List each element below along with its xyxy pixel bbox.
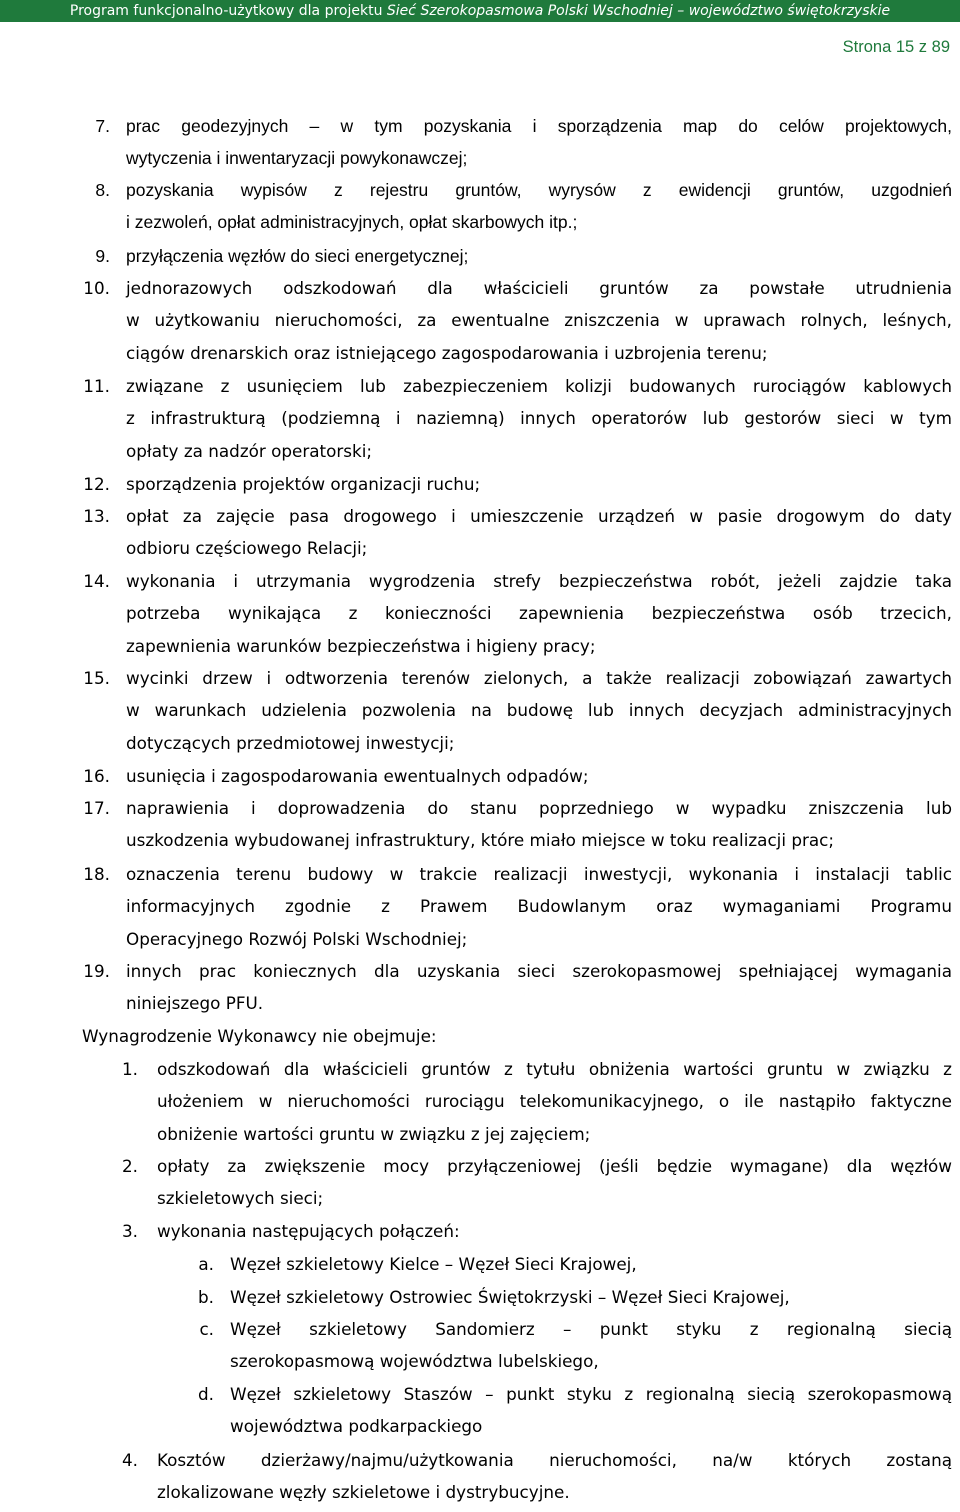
list-item-line: z infrastrukturą (podziemną i naziemną) innych operatorów lub gestorów sieci w tym	[126, 408, 952, 429]
list-item-line: zlokalizowane węzły szkieletowe i dystrybucyjne.	[157, 1482, 570, 1503]
list-item-line: odszkodowań dla właścicieli gruntów z tytułu obniżenia wartości gruntu w związku z	[157, 1059, 952, 1079]
list-item-line: innych prac koniecznych dla uzyskania sieci szerokopasmowej spełniającej wymagania	[126, 961, 952, 981]
list-number: 16.	[83, 766, 110, 786]
list-number: 13.	[83, 506, 110, 526]
list-number: a.	[198, 1254, 214, 1274]
list-item-line: przyłączenia węzłów do sieci energetycznej;	[126, 246, 469, 266]
list-item-line: uszkodzenia wybudowanej infrastruktury, które miało miejsce w toku realizacji prac;	[126, 830, 835, 851]
list-item-line: naprawienia i doprowadzenia do stanu poprzedniego w wypadku zniszczenia lub	[126, 798, 952, 818]
list-item-line: sporządzenia projektów organizacji ruchu;	[126, 474, 481, 494]
list-item-line: pozyskania wypisów z rejestru gruntów, wyrysów z ewidencji gruntów, uzgodnień	[126, 180, 952, 200]
list-item-line: i zezwoleń, opłat administracyjnych, opłat skarbowych itp.;	[126, 212, 578, 233]
list-number: 18.	[83, 864, 110, 884]
list-item-line: Węzeł szkieletowy Staszów – punkt styku z regionalną siecią szerokopasmową	[230, 1384, 952, 1404]
list-item-line: oznaczenia terenu budowy w trakcie realizacji inwestycji, wykonania i instalacji tablic	[126, 864, 952, 884]
list-item-line: wykonania następujących połączeń:	[157, 1221, 460, 1241]
list-item-line: związane z usunięciem lub zabezpieczeniem kolizji budowanych rurociągów kablowych	[126, 376, 952, 396]
list-number: 11.	[83, 376, 110, 396]
list-item-line: szerokopasmową województwa lubelskiego,	[230, 1351, 599, 1372]
exclusions-heading: Wynagrodzenie Wykonawcy nie obejmuje:	[82, 1026, 437, 1046]
header-prefix: Program funkcjonalno-użytkowy dla projektu	[69, 3, 387, 19]
list-item-line: wycinki drzew i odtworzenia terenów zielonych, a także realizacji zobowiązań zawartych	[126, 668, 952, 688]
list-number: 14.	[83, 571, 110, 591]
header-project-name: Sieć Szerokopasmowa Polski Wschodniej – województwo świętokrzyskie	[386, 3, 891, 19]
list-item-line: potrzeba wynikająca z konieczności zapewnienia bezpieczeństwa osób trzecich,	[126, 603, 952, 624]
list-item-line: w użytkowaniu nieruchomości, za ewentualne zniszczenia w uprawach rolnych, leśnych,	[126, 310, 952, 331]
list-number: 7.	[95, 116, 110, 136]
list-item-line: w warunkach udzielenia pozwolenia na budowę lub innych decyzjach administracyjnych	[126, 700, 952, 721]
list-number: 12.	[83, 474, 110, 494]
list-item-line: zapewnienia warunków bezpieczeństwa i higieny pracy;	[126, 635, 596, 656]
list-item-line: usunięcia i zagospodarowania ewentualnych odpadów;	[126, 766, 589, 786]
list-item-line: odbioru częściowego Relacji;	[126, 538, 368, 559]
list-number: c.	[199, 1319, 214, 1339]
list-number: 10.	[83, 278, 110, 298]
list-item-line: Operacyjnego Rozwój Polski Wschodniej;	[126, 928, 468, 949]
list-number: 3.	[121, 1221, 138, 1241]
list-item-line: Węzeł szkieletowy Sandomierz – punkt styku z regionalną siecią	[230, 1319, 952, 1339]
list-item-line: opłaty za zwiększenie mocy przyłączeniowej (jeśli będzie wymagane) dla węzłów	[157, 1156, 952, 1176]
page-number: Strona 15 z 89	[842, 38, 950, 56]
list-number: 17.	[83, 798, 110, 818]
list-item-line: dotyczących przedmiotowej inwestycji;	[126, 732, 455, 753]
list-item-line: niniejszego PFU.	[126, 993, 264, 1014]
list-number: d.	[198, 1384, 214, 1404]
list-item-line: ciągów drenarskich oraz istniejącego zagospodarowania i uzbrojenia terenu;	[126, 342, 768, 363]
list-item-line: Kosztów dzierżawy/najmu/użytkowania nieruchomości, na/w których zostaną	[157, 1450, 952, 1470]
list-item-line: prac geodezyjnych – w tym pozyskania i sporządzenia map do celów projektowych,	[126, 116, 952, 136]
list-item-line: opłat za zajęcie pasa drogowego i umieszczenie urządzeń w pasie drogowym do daty	[126, 506, 952, 526]
list-item-line: jednorazowych odszkodowań dla właścicieli gruntów za powstałe utrudnienia	[126, 278, 952, 298]
list-number: 2.	[121, 1156, 138, 1176]
list-item-line: obniżenie wartości gruntu w związku z jej zajęciem;	[157, 1123, 591, 1144]
list-number: 8.	[95, 180, 110, 200]
list-item-line: Węzeł szkieletowy Ostrowiec Świętokrzyski – Węzeł Sieci Krajowej,	[230, 1287, 790, 1307]
list-number: 9.	[95, 246, 110, 266]
list-item-line: wykonania i utrzymania wygrodzenia strefy bezpieczeństwa robót, jeżeli zajdzie taka	[126, 571, 952, 591]
list-item-line: wytyczenia i inwentaryzacji powykonawczej;	[126, 148, 468, 169]
list-number: b.	[198, 1287, 214, 1307]
list-item-line: opłaty za nadzór operatorski;	[126, 440, 373, 461]
list-number: 4.	[121, 1450, 138, 1470]
list-number: 19.	[83, 961, 110, 981]
list-item-line: informacyjnych zgodnie z Prawem Budowlanym oraz wymaganiami Programu	[126, 896, 952, 917]
list-item-line: ułożeniem w nieruchomości rurociągu telekomunikacyjnego, o ile nastąpiło faktyczne	[157, 1091, 952, 1112]
list-item-line: szkieletowych sieci;	[157, 1188, 324, 1209]
list-item-line: województwa podkarpackiego	[230, 1416, 483, 1437]
document-header	[0, 0, 960, 22]
list-item-line: Węzeł szkieletowy Kielce – Węzeł Sieci Krajowej,	[230, 1254, 637, 1274]
list-number: 1.	[121, 1059, 138, 1079]
list-number: 15.	[83, 668, 110, 688]
